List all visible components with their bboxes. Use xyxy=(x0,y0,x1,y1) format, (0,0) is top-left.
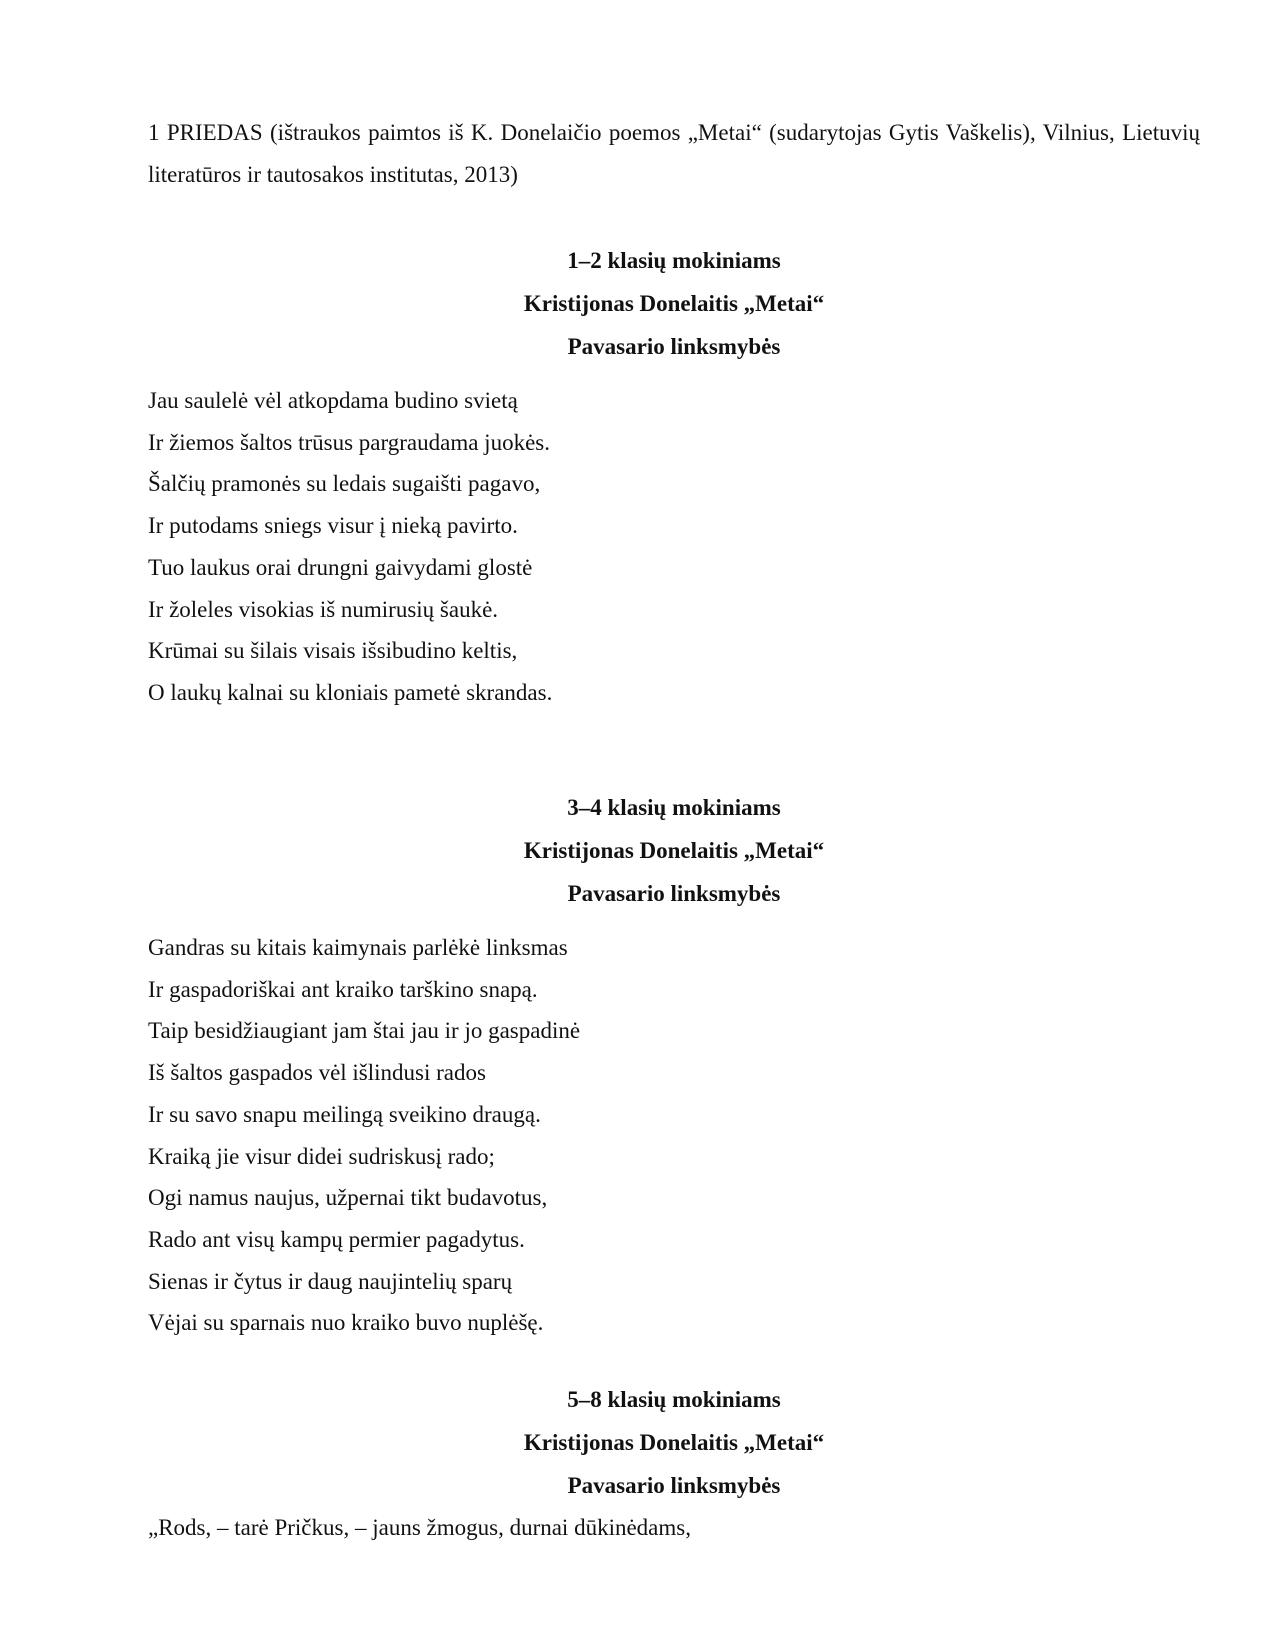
verse-line: Vėjai su sparnais nuo kraiko buvo nuplėšę. xyxy=(148,1310,544,1336)
section-grade-heading: 1–2 klasių mokiniams xyxy=(567,248,781,273)
verse-list xyxy=(148,927,1200,1344)
verse-line: Jau saulelė vėl atkopdama budino svietą xyxy=(148,388,518,413)
verse-line: Gandras su kitais kaimynais parlėkė linksmas xyxy=(148,935,568,960)
verse-line: Krūmai su šilais visais išsibudino keltis, xyxy=(148,638,518,664)
section-author-title: Kristijonas Donelaitis „Metai“ xyxy=(523,838,825,863)
verse-line: Kraiką jie visur didei sudriskusį rado; xyxy=(148,1143,495,1169)
section-grade-heading: 3–4 klasių mokiniams xyxy=(567,795,781,820)
verse-line: Ir žiemos šaltos trūsus pargraudama juokės. xyxy=(148,429,550,455)
verse-line: Ogi namus naujus, užpernai tikt budavotus, xyxy=(148,1185,548,1211)
verse-line: Iš šaltos gaspados vėl išlindusi rados xyxy=(148,1060,486,1086)
verse-line: Šalčių pramonės su ledais sugaišti pagavo, xyxy=(148,471,541,497)
verse-list xyxy=(148,1507,1200,1549)
excerpt-section-grades-5-8 xyxy=(148,1378,1200,1549)
verse-line: „Rods, – tarė Pričkus, – jauns žmogus, durnai dūkinėdams, xyxy=(148,1515,691,1540)
verse-line: Sienas ir čytus ir daug naujintelių sparų xyxy=(148,1268,513,1294)
verse-line: Taip besidžiaugiant jam štai jau ir jo gaspadinė xyxy=(148,1018,581,1044)
section-subtitle: Pavasario linksmybės xyxy=(567,1473,781,1498)
verse-line: Rado ant visų kampų permier pagadytus. xyxy=(148,1226,525,1252)
section-subtitle: Pavasario linksmybės xyxy=(567,881,781,906)
excerpt-section-grades-3-4 xyxy=(148,786,1200,1344)
verse-line: Tuo laukus orai drungni gaivydami glostė xyxy=(148,554,533,580)
section-grade-heading: 5–8 klasių mokiniams xyxy=(567,1387,781,1412)
verse-line: Ir žoleles visokias iš numirusių šaukė. xyxy=(148,596,499,622)
section-author-title: Kristijonas Donelaitis „Metai“ xyxy=(523,291,825,316)
verse-line: Ir putodams sniegs visur į nieką pavirto. xyxy=(148,513,518,539)
verse-list xyxy=(148,380,1200,714)
appendix-intro: 1 PRIEDAS (ištraukos paimtos iš K. Donelaičio poemos „Metai“ (sudarytojas Gytis Vaškelis), Vilnius, Lietuvių literatūros ir tautosakos institutas, 2013) xyxy=(148,120,1200,187)
excerpt-section-grades-1-2 xyxy=(148,239,1200,714)
verse-line: Ir gaspadoriškai ant kraiko tarškino snapą. xyxy=(148,976,538,1002)
section-author-title: Kristijonas Donelaitis „Metai“ xyxy=(523,1430,825,1455)
verse-line: Ir su savo snapu meilingą sveikino draugą. xyxy=(148,1101,541,1127)
verse-line: O laukų kalnai su kloniais pametė skrandas. xyxy=(148,679,553,705)
section-subtitle: Pavasario linksmybės xyxy=(567,334,781,359)
